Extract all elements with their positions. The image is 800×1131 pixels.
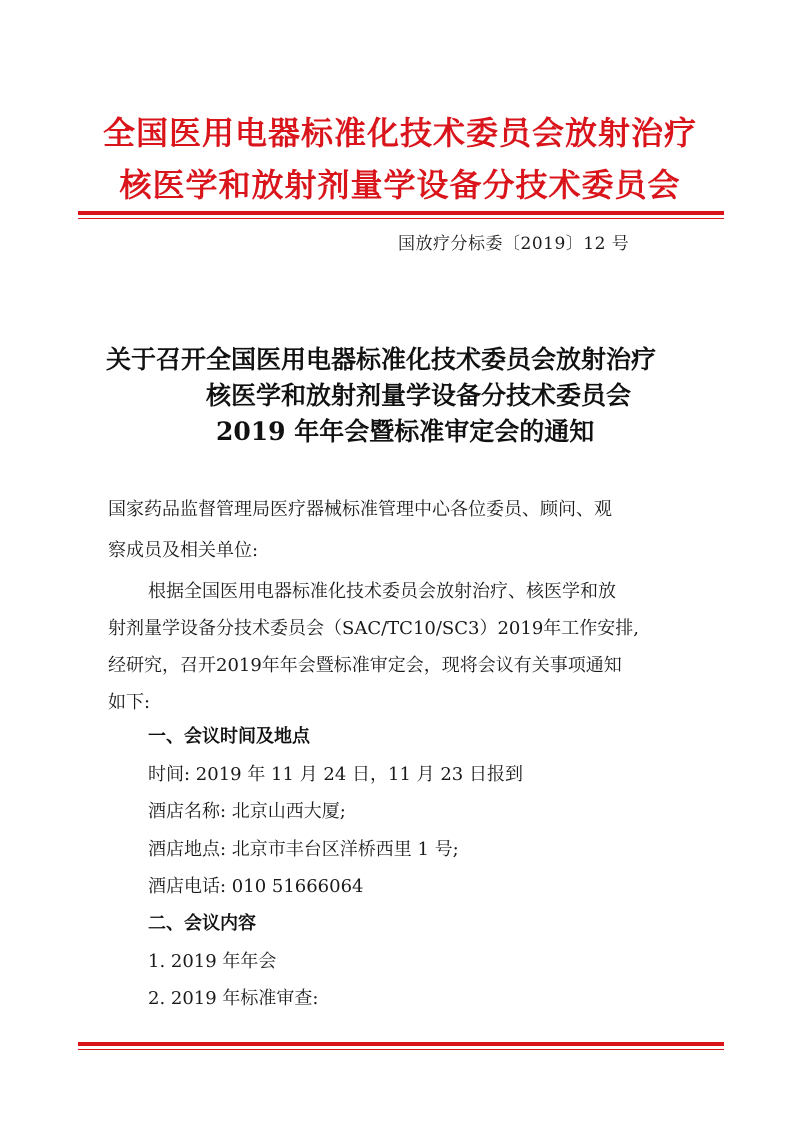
hotel-phone: 酒店电话: 010 51666064 <box>148 876 364 897</box>
header-divider-thin <box>78 218 724 219</box>
intro-line2: 射剂量学设备分技术委员会（SAC/TC10/SC3）2019年工作安排, <box>108 618 639 639</box>
meeting-time: 时间: 2019 年 11 月 24 日，11 月 23 日报到 <box>148 764 523 785</box>
document-number: 国放疗分标委〔2019〕12 号 <box>398 234 630 254</box>
section1-heading: 一、会议时间及地点 <box>148 726 310 747</box>
intro-line4: 如下: <box>108 692 151 713</box>
intro-line1: 根据全国医用电器标准化技术委员会放射治疗、核医学和放 <box>148 581 616 602</box>
intro-line3: 经研究，召开2019年年会暨标准审定会，现将会议有关事项通知 <box>108 655 622 676</box>
hotel-name: 酒店名称: 北京山西大厦; <box>148 801 346 822</box>
footer-divider-thin <box>78 1049 724 1050</box>
header-divider-thick <box>78 211 724 215</box>
hotel-address: 酒店地点: 北京市丰台区洋桥西里 1 号; <box>148 839 459 860</box>
notice-title-line1: 关于召开全国医用电器标准化技术委员会放射治疗 <box>106 345 657 374</box>
agenda-item-2: 2. 2019 年标准审查: <box>148 988 319 1009</box>
salutation-line2: 察成员及相关单位: <box>108 540 259 561</box>
notice-title-line2: 核医学和放射剂量学设备分技术委员会 <box>206 381 632 410</box>
header-title-line2: 核医学和放射剂量学设备分技术委员会 <box>119 166 681 204</box>
salutation-line1: 国家药品监督管理局医疗器械标准管理中心各位委员、顾问、观 <box>108 499 612 520</box>
footer-divider-thick <box>78 1042 724 1046</box>
header-title-line1: 全国医用电器标准化技术委员会放射治疗 <box>102 114 697 152</box>
section2-heading: 二、会议内容 <box>148 913 256 934</box>
notice-title-line3: 2019 年年会暨标准审定会的通知 <box>216 417 595 446</box>
agenda-item-1: 1. 2019 年年会 <box>148 951 277 972</box>
